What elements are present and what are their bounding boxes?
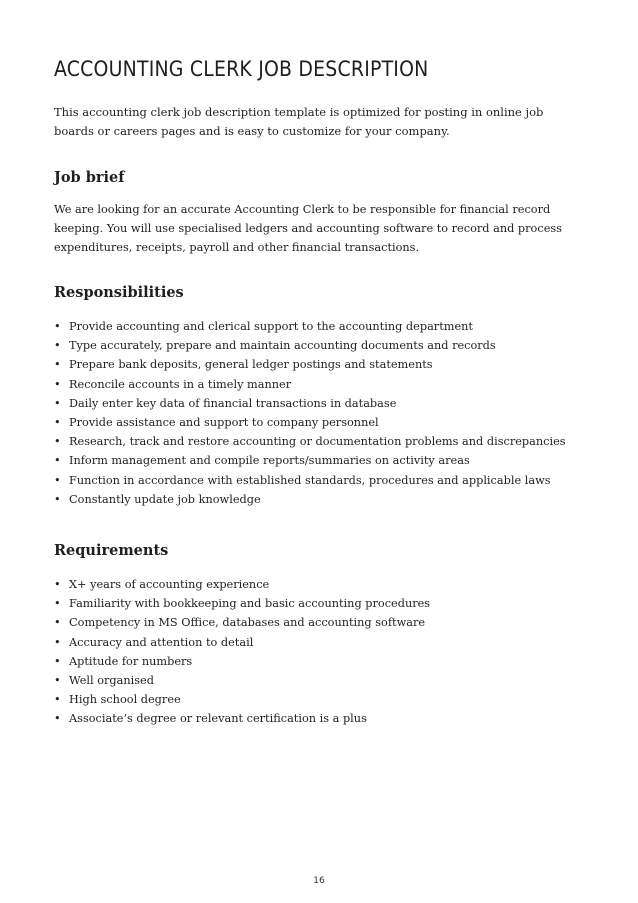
list-item-text: Reconcile accounts in a timely manner xyxy=(69,377,292,391)
list-item xyxy=(54,471,594,490)
bullet-icon: • xyxy=(54,635,61,649)
list-item-text: Accuracy and attention to detail xyxy=(69,635,254,649)
list-item-text: High school degree xyxy=(69,693,181,707)
list-item xyxy=(54,394,594,413)
document-title: ACCOUNTING CLERK JOB DESCRIPTION xyxy=(54,57,429,81)
list-item-text: Competency in MS Office, databases and accounting software xyxy=(69,616,426,630)
list-item-text: Aptitude for numbers xyxy=(69,654,193,668)
list-item xyxy=(54,355,594,374)
list-item xyxy=(54,317,594,336)
responsibilities-heading: Responsibilities xyxy=(54,284,184,301)
list-item-text: Constantly update job knowledge xyxy=(69,492,261,506)
list-item xyxy=(54,413,594,432)
list-item xyxy=(54,613,594,632)
bullet-icon: • xyxy=(54,320,61,333)
list-item xyxy=(54,671,594,690)
list-item xyxy=(54,594,594,613)
bullet-icon: • xyxy=(54,674,61,688)
list-item-text: X+ years of accounting experience xyxy=(69,578,270,591)
bullet-icon: • xyxy=(54,492,61,506)
list-item xyxy=(54,375,594,394)
list-item-text: Daily enter key data of financial transactions in database xyxy=(69,396,397,410)
bullet-icon: • xyxy=(54,654,61,668)
list-item xyxy=(54,709,594,728)
requirements-list xyxy=(54,575,594,729)
bullet-icon: • xyxy=(54,396,61,410)
bullet-icon: • xyxy=(54,473,61,487)
list-item xyxy=(54,652,594,671)
job-brief-heading: Job brief xyxy=(54,169,125,186)
list-item-text: Familiarity with bookkeeping and basic accounting procedures xyxy=(69,597,431,611)
bullet-icon: • xyxy=(54,693,61,707)
list-item-text: Provide accounting and clerical support to the accounting department xyxy=(69,320,473,333)
bullet-icon: • xyxy=(54,712,61,726)
list-item xyxy=(54,490,594,509)
list-item xyxy=(54,432,594,451)
list-item-text: Type accurately, prepare and maintain accounting documents and records xyxy=(69,339,496,353)
bullet-icon: • xyxy=(54,616,61,630)
list-item xyxy=(54,633,594,652)
list-item-text: Well organised xyxy=(69,674,154,688)
list-item-text: Prepare bank deposits, general ledger postings and statements xyxy=(69,358,433,372)
bullet-icon: • xyxy=(54,597,61,611)
list-item-text: Provide assistance and support to company personnel xyxy=(69,416,379,430)
list-item-text: Associate’s degree or relevant certification is a plus xyxy=(69,712,367,726)
list-item-text: Function in accordance with established standards, procedures and applicable laws xyxy=(69,473,551,487)
responsibilities-section xyxy=(54,283,594,509)
page-number: 16 xyxy=(313,876,325,886)
responsibilities-list xyxy=(54,317,594,509)
bullet-icon: • xyxy=(54,578,61,591)
bullet-icon: • xyxy=(54,416,61,430)
bullet-icon: • xyxy=(54,377,61,391)
bullet-icon: • xyxy=(54,339,61,353)
job-brief-section xyxy=(54,168,594,257)
intro-paragraph: This accounting clerk job description template is optimized for posting in online job boards or careers pages and is easy to customize for your company. xyxy=(54,105,544,138)
job-brief-text: We are looking for an accurate Accounting Clerk to be responsible for financial record keeping. You will use specialised ledgers and accounting software to record and process expenditures, receipts, payroll and other financial transactions. xyxy=(54,203,562,254)
bullet-icon: • xyxy=(54,358,61,372)
list-item-text: Inform management and compile reports/summaries on activity areas xyxy=(69,454,470,468)
bullet-icon: • xyxy=(54,454,61,468)
requirements-section xyxy=(54,541,594,729)
bullet-icon: • xyxy=(54,435,61,449)
list-item xyxy=(54,575,594,594)
list-item xyxy=(54,690,594,709)
list-item xyxy=(54,451,594,470)
requirements-heading: Requirements xyxy=(54,542,169,559)
list-item-text: Research, track and restore accounting or documentation problems and discrepancies xyxy=(69,435,566,449)
list-item xyxy=(54,336,594,355)
